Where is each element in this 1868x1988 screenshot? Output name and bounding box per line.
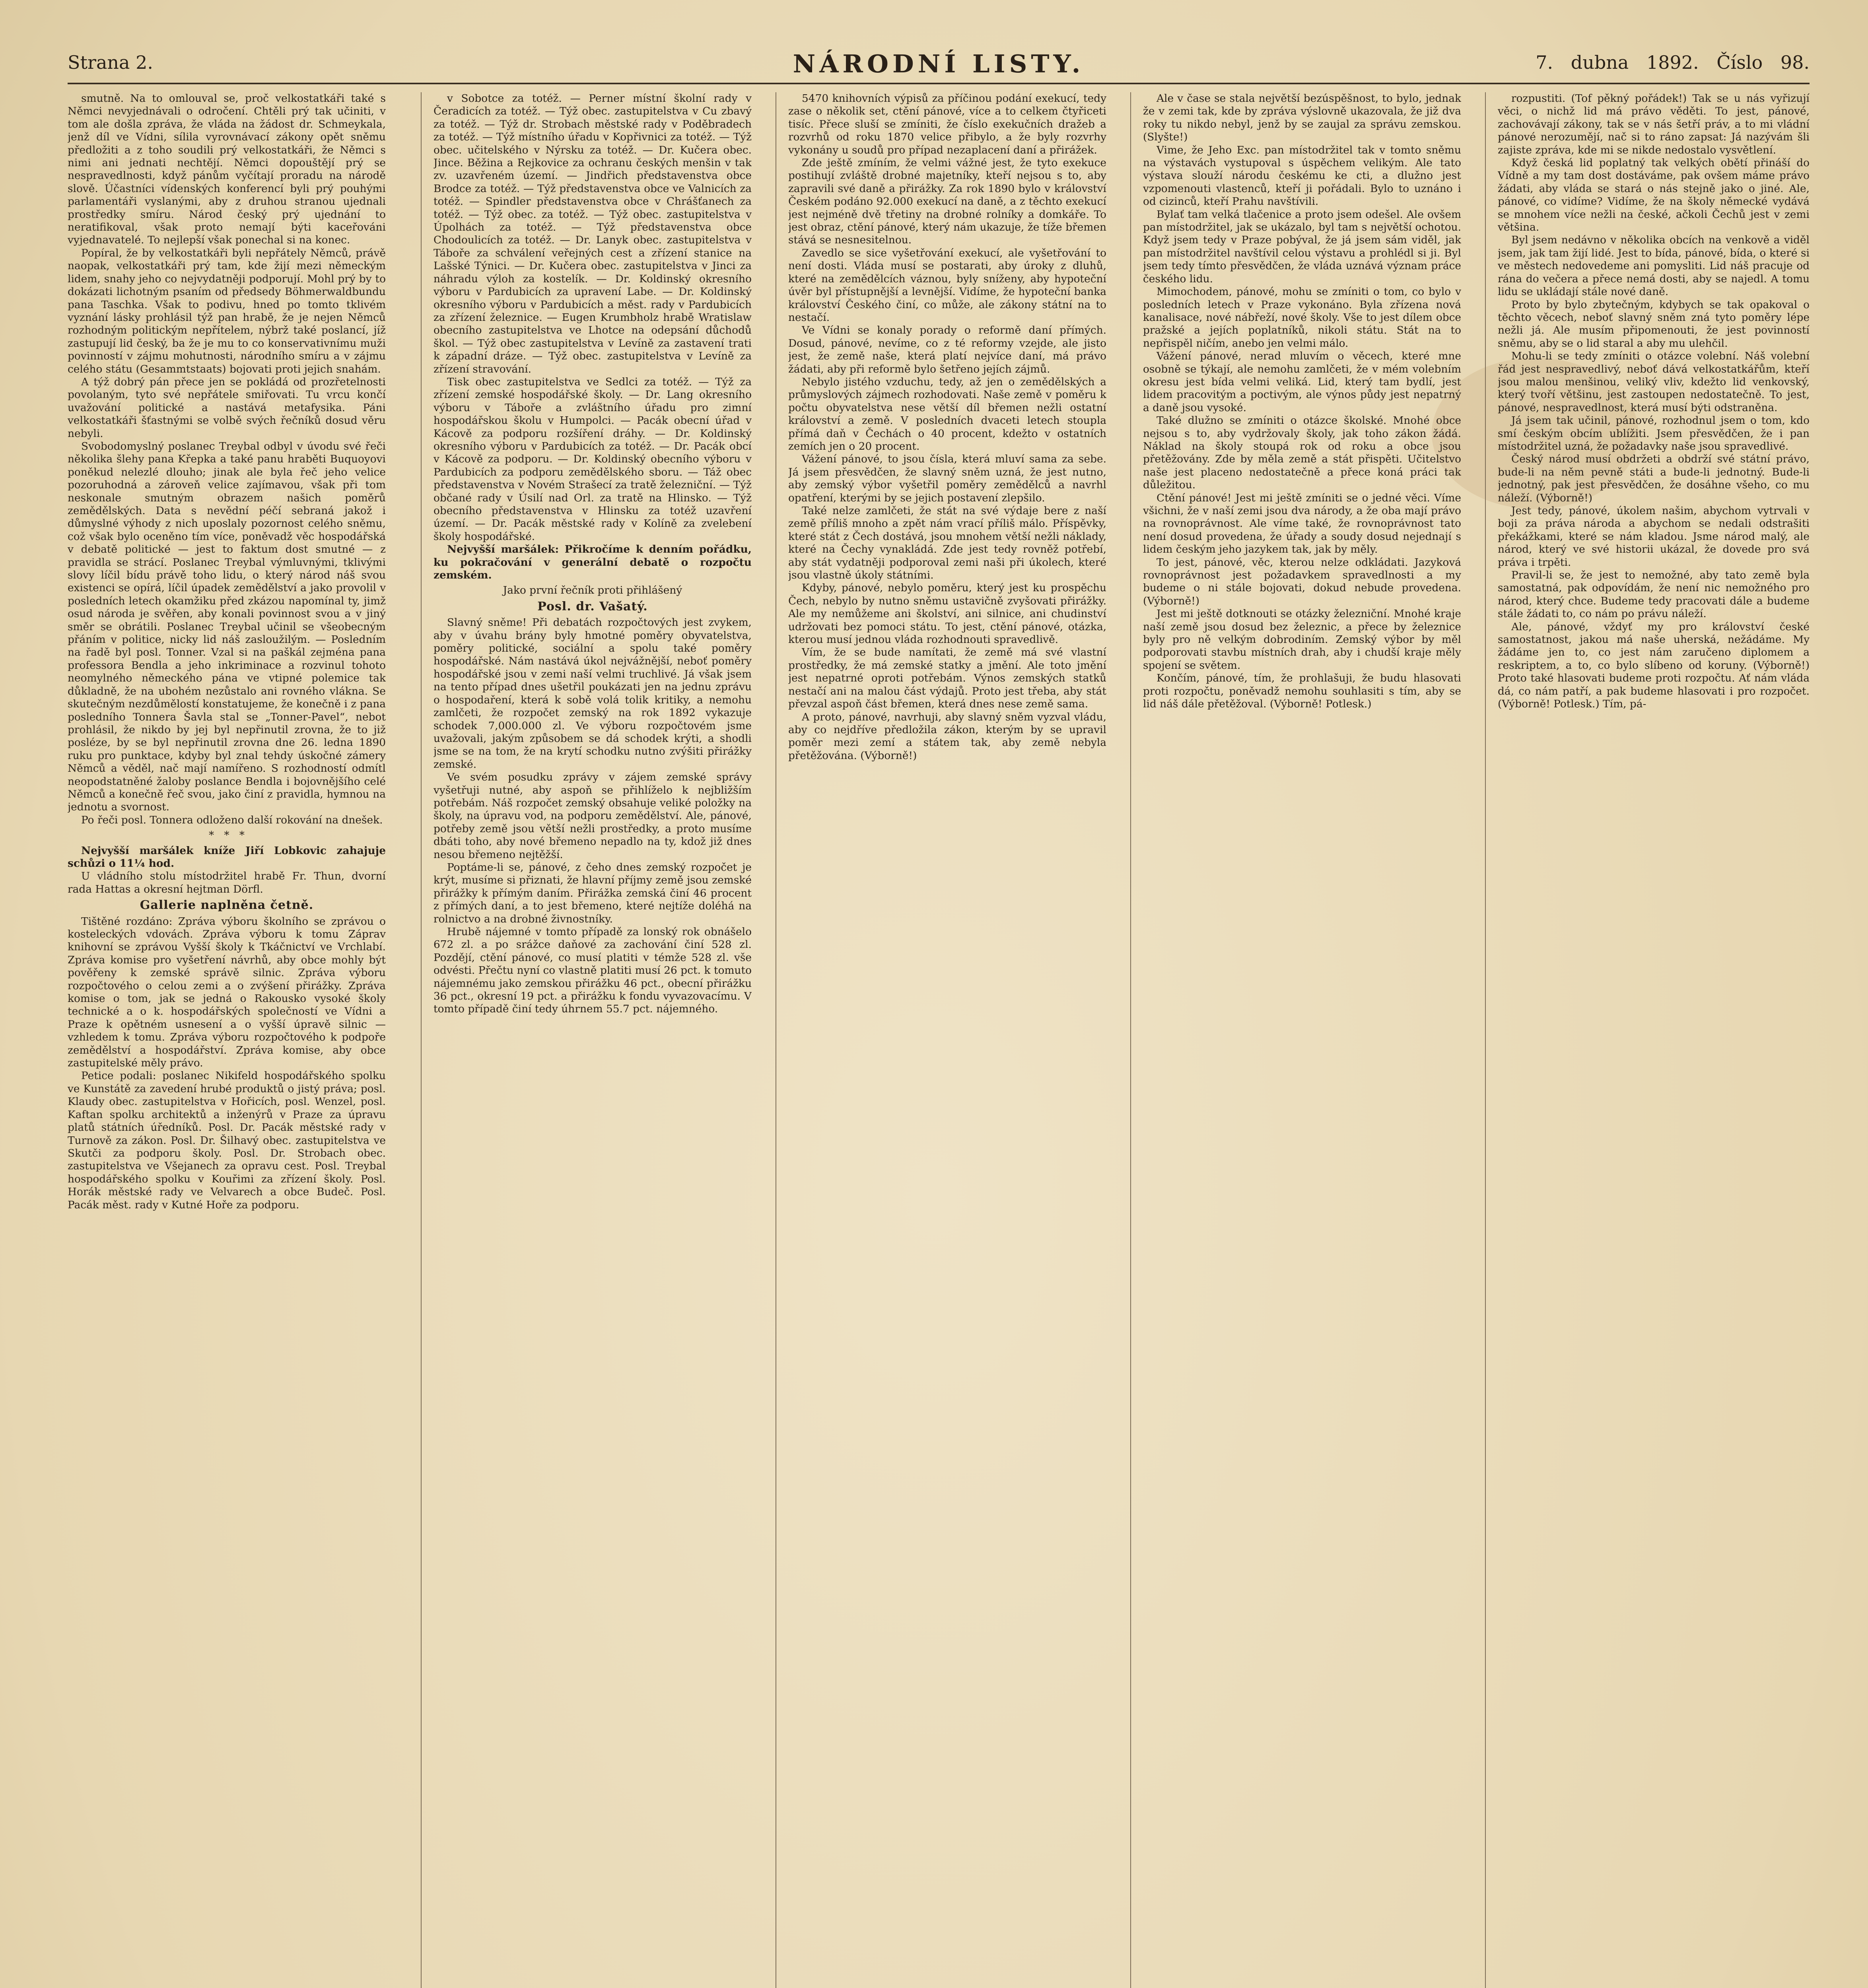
issue-date: 7. dubna 1892. [1536,52,1699,73]
paragraph: Petice podali: poslanec Nikifeld hospodářského spolku ve Kunstátě za zavedení hrubé produktů o jistý práva; posl. Klaudy obec. zastupitelstva v Hořicích, posl. Wenzel, posl. Kaftan spolku architektů a inženýrů v Praze za úpravu platů státních úředníků. Posl. Dr. Pacák městské rady v Turnově za zákon. Posl. Dr. Šilhavý obec. zastupitelstva ve Skutči za podporu školy. Posl. Dr. Strobach obec. zastupitelstva ve Všejanech za opravu cest. Posl. Treybal hospodářského spolku v Kouřimi za zřízení školy. Posl. Horák městské rady ve Velvarech a obce Budeč. Posl. Pacák měst. rady v Kutné Hoře za podporu. [68,1070,386,1211]
paragraph: Český národ musí obdržeti a obdrží své státní právo, bude-li na něm pevně státi a bude-li jednotný. Bude-li jednotný, pak jest přesvědčen, že dosáhne všeho, co mu náleží. (Výborně!) [1498,453,1810,504]
paragraph: Končím, pánové, tím, že prohlašuji, že budu hlasovati proti rozpočtu, poněvadž nemohu souhlasiti s tím, aby se lid náš dále přetěžoval. (Výborně! Potlesk.) [1143,672,1461,711]
paragraph: v Sobotce za totéž. — Perner místní školní rady v Čeradicích za totéž. — Týž obec. zastupitelstva v Cu zbavý za totéž. — Týž dr. Strobach městské rady v Poděbradech za totéž. — Týž místního úřadu v Kopřivnici za totéž. — Týž obec. učitelského v Nýrsku za totéž. — Dr. Kučera obec. Jince. Běžina a Rejkovice za ochranu českých menšin v tak zv. uzavřeném území. — Jindřich představenstva obce Brodce za totéž. — Týž představenstva obce ve Valnicích za totéž. — Spindler představenstva obce v Chrášťanech za totéž. — Týž obec. za totéž. — Týž obec. zastupitelstva v Úpolhách za totéž. — Týž představenstva obce Chodoulicích za totéž. — Dr. Lanyk obec. zastupitelstva v Táboře za schválení veřejných cest a zřízení stanice na Lašské Týnici. — Dr. Kučera obec. zastupitelstva v Jinci za náhradu výloh za kostelík. — Dr. Koldinský okresního výboru v Pardubicích za upravení Labe. — Dr. Koldinský okresního výboru v Pardubicích a měst. rady v Pardubicích za zřízení železnice. — Eugen Krumbholz hrabě Wratislaw obecního zastupitelstva ve Lhotce na odepsání důchodů škol. — Týž obec zastupitelstva v Levíně za zastavení trati k západní dráze. — Týž obec. zastupitelstva v Levíně za zřízení stravování. [433,92,752,375]
page-label: Strana 2. [68,52,153,73]
paragraph: Slavný sněme! Při debatách rozpočtových jest zvykem, aby v úvahu brány byly hmotné poměry obyvatelstva, poměry politické, sociální a spolu také poměry hospodářské. Nám nastává úkol nejvážnější, neboť poměry hospodářské jsou v zemi naší velmi truchlivé. Já však jsem na tento případ dnes ušetřil poukázati jen na jednu zprávu o hospodaření, která k sobě volá tolik kritiky, a nemohu zamlčeti, že rozpočet zemský na rok 1892 vykazuje schodek 7,000.000 zl. Ve výboru rozpočtovém jsme uvažovali, jakým způsobem se dá schodek krýti, a shodli jsme se na tom, že na krytí schodku nutno zvýšiti přirážky zemské. [433,616,752,771]
paragraph: Vime, že Jeho Exc. pan místodržitel tak v tomto sněmu na výstavách vystupoval s úspěchem velikým. Ale tato výstava slouží národu českému ke cti, a dlužno jest vzpomenouti vlastenců, kteří ji pořádali. Bylo to uznáno i od cizinců, kteří Prahu navštívili. [1143,144,1461,208]
paragraph: Nebylo jistého vzduchu, tedy, až jen o zemědělských a průmyslových zájmech rozhodovati. Naše země v poměru k počtu obyvatelstva nese větší díl břemen nežli ostatní království a země. V posledních dvaceti letech stoupla přímá daň v Čechách o 40 procent, kdežto v ostatních zemích jen o 20 procent. [788,375,1106,452]
paragraph: Kdyby, pánové, nebylo poměru, který jest ku prospěchu Čech, nebylo by nutno sněmu ustavičně zvyšovati přirážky. Ale my nemůžeme ani školství, ani silnice, ani chudinství udržovati bez pomoci státu. To jest, ctění pánové, otázka, kterou musí jednou vláda rozhodnouti spravedlivě. [788,582,1106,646]
gallery-note: Gallerie naplněna četně. [140,898,314,912]
paragraph: Také dlužno se zmíniti o otázce školské. Mnohé obce nejsou s to, aby vydržovaly školy, jak toho zákon žádá. Náklad na školy stoupá rok od roku a obce jsou přetěžovány. Zde by měla země a stát přispěti. Učitelstvo naše jest placeno nedostatečně a přece koná práci tak důležitou. [1143,414,1461,491]
paragraph: Svobodomyslný poslanec Treybal odbyl v úvodu své řeči několika šlehy pana Křepka a také panu hraběti Buquoyovi poněkud nelezlé dlouho; jinak ale byla řeč jeho velice pozoruhodná a zároveň velice zajímavou, však při tom neskonale smutným obrazem našich poměrů zemědělských. Data s nevědní péčí sebraná jakož i důmyslné výhody z nich uposlaly pozornost celého sněmu, což však bylo oceněno tím více, poněvadž věc hospodářská v debatě politické — jest to faktum dost smutné — z pravidla se strácí. Poslanec Treybal výmluvnými, tklivými slovy líčil bídu právě toho lidu, o který národ náš svou existenci se opírá, líčil úpadek zemědělství a jako provolil v posledních letech okamžiku před zkázou napomínal ty, jimž osud národa je svěřen, aby konali povinnost svou a v jiný směr se obrátili. Poslanec Treybal učinil se všeobecným přáním v politice, nicky lid náš zasloužilým. — Posledním na řadě byl posl. Tonner. Vzal si na paškál zejména pana professora Bendla a jeho inkriminace a rozvinul tohoto neomylného německého pána ve vtipné polemice tak důkladně, že na ubohém nezůstalo ani rovného vlákna. Se skutečným nezdůmělostí konstatujeme, že konečně i z pana posledního Tonnera Šavla stal se „Tonner-Pavel“, nebot prohlásil, že nikdo by jej byl nepřinutil zrovna, že to již posléze, by se byl nepřinutil zrovna dne 26. ledna 1890 ruku pro punktace, kdyby byl znal tehdy úskočné zámery Němců a věděl, nač mají namířeno. S rozhodností odmítl neopodstatněné žaloby poslance Bendla i bojovnějšího celé Němců a konečně řeč svou, jako činí z pravidla, hymnou na jednotu a svornost. [68,440,386,813]
paragraph: Nejvyšší maršálek: Přikročíme k denním pořádku, ku pokračování v generální debatě o rozpočtu zemském. [433,543,752,582]
paragraph: Vážení pánové, nerad mluvím o věcech, které mne osobně se týkají, ale nemohu zamlčeti, že v mém volebním okresu jest bída velmi veliká. Lid, který tam bydlí, jest lidem pracovitým a poctivým, ale výnos půdy jest nepatrný a daně jsou vysoké. [1143,350,1461,414]
paragraph: Já jsem tak učinil, pánové, rozhodnul jsem o tom, kdo smí českým obcím ublížiti. Jsem přesvědčen, že i pan místodržitel uzná, že požadavky naše jsou spravedlivé. [1498,414,1810,452]
masthead [68,49,1810,80]
paragraph: Zde ještě zmíním, že velmi vážné jest, že tyto exekuce postihují zvláště drobné majetníky, kteří nejsou s to, aby zapravili své daně a přirážky. Za rok 1890 bylo v království Českém podáno 92.000 exekucí na daně, a z těchto exekucí jest nejméně dvě třetiny na drobné rolníky a domkáře. To jest obraz, ctění pánové, který nám ukazuje, že tíže břemen stává se nesnesitelnou. [788,157,1106,247]
paragraph: A proto, pánové, navrhuji, aby slavný sněm vyzval vládu, aby co nejdříve předložila zákon, kterým by se upravil poměr mezi zemí a státem tak, aby země nebyla přetěžována. (Výborně!) [788,711,1106,762]
text-column-4 [1143,92,1461,1988]
paragraph: Také nelze zamlčeti, že stát na své výdaje bere z naší země příliš mnoho a zpět nám vrací příliš málo. Příspěvky, které stát z Čech dostává, jsou mnohem větší nežli náklady, které na Čechy vynakládá. Zde jest tedy rovněž potřebí, aby stát vydatněji podporoval zemi naši při úkolech, které jsou vlastně úkoly státními. [788,505,1106,582]
paragraph: Jest mi ještě dotknouti se otázky železniční. Mnohé kraje naší země jsou dosud bez železnic, a přece by železnice byly pro ně velkým dobrodiním. Zemský výbor by měl podporovati stavbu místních drah, aby i chudší kraje měly spojení se světem. [1143,608,1461,672]
text-column-5 [1498,92,1810,1988]
paragraph: Vím, že se bude namítati, že země má své vlastní prostředky, že má zemské statky a jmění. Ale toto jmění jest nepatrné oproti potřebám. Výnos zemských statků nestačí ani na malou část výdajů. Proto jest třeba, aby stát převzal aspoň část břemen, která dnes nese země sama. [788,646,1106,711]
paragraph: A týž dobrý pán přece jen se pokládá od prozřetelnosti povolaným, tyto své nepřátele smiřovati. Tu vrcu končí uvažování politické a nastává metafysika. Páni velkostatkáři šťastnými se volbě svých řečníků dosud věru nebyli. [68,375,386,440]
paragraph: smutně. Na to omlouval se, proč velkostatkáři také s Němci nevyjednávali o odročení. Chtěli prý tak učiniti, v tom ale došla zpráva, že vláda na žádost dr. Schmeykala, jenž díl ve Vídni, sílila vyrovnávací zákony opět sněmu předložiti a z toho soudili prý velkostatkáři, že Němci s nimi ani jednati nechtějí. Němci dopouštějí prý se nespravedlnosti, když pánům vyčítají proradu na národě slově. Účastníci vídenských konferencí byli prý pouhými parlamentáři vyslanými, aby z druhou stranou ujednali prostředky smíru. Národ český prý ujednání to neratifikoval, však proto nemají býti kaceřováni vyjednavatelé. To nejlepší však ponechal si na konec. [68,92,386,247]
paragraph: Mohu-li se tedy zmíniti o otázce volební. Náš volební řád jest nespravedlivý, neboť dává velkostatkářům, kteří jsou malou menšinou, veliký vliv, kdežto lid venkovský, který tvoří většinu, jest zastoupen nedostatečně. To jest, pánové, nespravedlnost, která musí býti odstraněna. [1498,350,1810,414]
paragraph: 5470 knihovních výpisů za příčinou podání exekucí, tedy zase o několik set, ctění pánové, více a to celkem čtyřiceti tisíc. Přece sluší se zmíniti, že číslo exekučních dražeb a rozvrhů od roku 1870 velice přibylo, a že byly rozvrhy vykonány u soudů pro případ nezaplacení daní a přirážek. [788,92,1106,156]
paragraph: Tisk obec zastupitelstva ve Sedlci za totéž. — Týž za zřízení zemské hospodářské školy. — Dr. Lang okresního výboru v Táboře a zvláštního úřadu pro zimní hospodářskou školu v Humpolci. — Pacák obecní úřad v Kácově za podporu rozšíření dráhy. — Dr. Koldinský okresního výboru v Pardubicích za totéž. — Dr. Pacák obcí v Kácově za podporu. — Dr. Koldinský obecního výboru v Pardubicích za podporu zemědělského sboru. — Táž obec představenstva v Novém Strašecí za tratě železniční. — Týž občané rady v Úsilí nad Orl. za tratě na Hlinsko. — Týž obecního představenstva v Hlinsku za totéž uzavření území. — Dr. Pacák městské rady v Kolíně za zvelebení školy hospodářské. [433,375,752,543]
paragraph: U vládního stolu místodržitel hrabě Fr. Thun, dvorní rada Hattas a okresní hejtman Dörfl. [68,870,386,895]
text-column-3 [788,92,1106,1988]
paragraph: Popíral, že by velkostatkáři byli nepřátely Němců, právě naopak, velkostatkáři prý tam, kde žijí mezi německým lidem, snahy jeho co nejvydatněji podporují. Mohl prý by to dokázati lichotným psaním od předsedy Böhmerwaldbundu pana Taschka. Však to podivu, hned po tomto tklivém vyznání lásky prohlásil týž pan hrabě, že je nejen Němců rozhodným politickým nepřítelem, nýbrž také poslancí, jíž zastupují lid český, ba že je mu to co konservativnímu muži povinností v zájmu mohutnosti, národního smíru a v zájmu celého státu (Gesammtstaats) bojovati proti jejich snahám. [68,247,386,375]
paragraph: Hrubě nájemné v tomto případě za lonský rok obnášelo 672 zl. a po srážce daňové za zachování činí 528 zl. Pozdějí, ctění pánové, co musí platiti v témže 528 zl. vše odvésti. Přečtu nyní co vlastně platiti musí 26 pct. k tomuto nájemnému jako zemskou přirážku 46 pct., obecní přirážku 36 pct., okresní 19 pct. a přirážku k fondu vyvazovacímu. V tomto případě činí tedy úhrnem 55.7 pct. nájemného. [433,926,752,1015]
text-column-1 [68,92,386,1988]
paragraph: Když česká lid poplatný tak velkých obětí přináší do Vídně a my tam dost dostáváme, pak ovšem máme právo žádati, aby vláda se stará o nás stejně jako o jiné. Ale, pánové, co vidíme? Vidíme, že na školy německé vydává se mnohem více nežli na české, ačkoli Čechů jest v zemi většina. [1498,157,1810,234]
paragraph: Vážení pánové, to jsou čísla, která mluví sama za sebe. Já jsem přesvědčen, že slavný sněm uzná, že jest nutno, aby zemský výbor vyšetřil poměry zemědělců a navrhl opatření, kterými by se jejich postavení zlepšilo. [788,453,1106,504]
paragraph: Mimochodem, pánové, mohu se zmíniti o tom, co bylo v posledních letech v Praze vykonáno. Byla zřízena nová kanalisace, nové nábřeží, nové školy. Vše to jest dílem obce pražské a jejích poplatníků, nikoli státu. Stát na to nepřispěl ničím, anebo jen velmi málo. [1143,285,1461,349]
issue-info [1536,52,1810,73]
session-opening: Nejvyšší maršálek kníže Jiří Lobkovic zahajuje schůzi o 11¼ hod. [68,844,386,870]
header-rule [68,83,1810,84]
newspaper-title: NÁRODNÍ LISTY. [793,49,1085,78]
paragraph: Tištěné rozdáno: Zpráva výboru školního se zprávou o kosteleckých vdovách. Zpráva výboru k tomu Záprav knihovní se zprávou Vyšší školy k Tkáčnictví ve Vrchlabí. Zpráva komise pro vyšetření návrhů, aby obce mohly být pověřeny k zemské správě silnic. Zpráva výboru rozpočtového o celou zemi a o zvýšení přirážky. Zpráva komise o tom, jak se jedná o Rakousko vysoké školy technické a o k. hospodářských společností ve Vídni a Praze k opětném usnesení a o vyšší úpravě silnic — vzhledem k tomu. Zpráva výboru rozpočtového k podpoře zemědělství a hospodářství. Zpráva komise, aby obce zastupitelské měly právo. [68,915,386,1070]
speaker-heading: Posl. dr. Vašatý. [537,599,648,613]
column-divider [421,92,422,1988]
column-divider [1485,92,1486,1988]
paragraph: Jest tedy, pánové, úkolem našim, abychom vytrvali v boji za práva národa a abychom se nedali odstrašiti překážkami, které se nám kladou. Jsme národ malý, ale národ, který ve své historii ukázal, že dovede pro svá práva i trpěti. [1498,505,1810,569]
paragraph: rozpustiti. (Tof pěkný pořádek!) Tak se u nás vyřizují věci, o nichž lid má právo věděti. To jest, pánové, zachovávají zákony, tak se v nás šetří práv, a to mi vládní pánové nerozumějí, nač si to ráno zapsat: Já nazývám šli zajiste zpráva, kde mi se nikde nedostalo vysvětlení. [1498,92,1810,156]
paragraph: Ve Vídni se konaly porady o reformě daní přímých. Dosud, pánové, nevíme, co z té reformy vzejde, ale jisto jest, že země naše, která platí nejvíce daní, má právo žádati, aby při reformě bylo šetřeno jejích zájmů. [788,324,1106,375]
paragraph: Pravil-li se, že jest to nemožné, aby tato země byla samostatná, pak odpovídám, že není nic nemožného pro národ, který chce. Budeme tedy pracovati dále a budeme stále žádati to, co nám po právu náleží. [1498,569,1810,620]
issue-number: Číslo 98. [1716,52,1810,73]
paragraph: Zavedlo se sice vyšetřování exekucí, ale vyšetřování to není dosti. Vláda musí se postarati, aby úroky z dluhů, které na zemědělcích váznou, byly sníženy, aby hypoteční úvěr byl přístupnější a levnější. Vidíme, že hypoteční banka království Českého činí, co může, ale zákony státní na to nestačí. [788,247,1106,324]
section-divider: * * * [209,829,245,842]
paragraph: Ctění pánové! Jest mi ještě zmíniti se o jedné věci. Víme všichni, že v naší zemi jsou dva národy, a že oba mají právo na rovnoprávnost. Ale víme také, že rovnoprávnost tato není dosud provedena, že úřady a soudy dosud nejednají s lidem českým jeho jazykem tak, jak by měly. [1143,491,1461,556]
paragraph: Byl jsem nedávno v několika obcích na venkově a viděl jsem, jak tam žijí lidé. Jest to bída, pánové, bída, o které si ve městech nedovedeme ani pomysliti. Lid náš pracuje od rána do večera a přece nemá dosti, aby se najedl. A tomu lidu se ukládají stále nové daně. [1498,234,1810,298]
paragraph: Jako první řečník proti přihlášený [503,584,682,597]
paragraph: Ale v čase se stala největší bezúspěšnost, to bylo, jednak že v zemi tak, kde by zpráva výslovně ukazovala, že již dva roky tu nikdo nebyl, jenž by se zaujal za správu zemskou. (Slyšte!) [1143,92,1461,144]
column-divider [1130,92,1131,1988]
paragraph: Poptáme-li se, pánové, z čeho dnes zemský rozpočet je krýt, musíme si přiznati, že hlavní příjmy země jsou zemské přirážky k přímým daním. Přirážka zemská činí 46 procent z přímých daní, a to jest břemeno, které nejtíže doléhá na rolnictvo a na drobné živnostníky. [433,861,752,925]
paragraph: Bylať tam velká tlačenice a proto jsem odešel. Ale ovšem pan místodržitel, jak se ukázalo, byl tam s největší ochotou. Když jsem tedy v Praze pobýval, že já jsem sám viděl, jak pan místodržitel navštívil celou výstavu a prohlédl si ji. Byl jsem tedy tímto přesvědčen, že vláda uznává význam práce českého lidu. [1143,208,1461,285]
paragraph: To jest, pánové, věc, kterou nelze odkládati. Jazyková rovnoprávnost jest požadavkem spravedlnosti a my budeme o ni stále bojovati, dokud nebude provedena. (Výborně!) [1143,556,1461,607]
paragraph: Ve svém posudku zprávy v zájem zemské správy vyšetřuji nutné, aby aspoň se přihlíželo k nejbližším potřebám. Náš rozpočet zemský obsahuje veliké položky na školy, na úpravu vod, na podporu zemědělství. Ale, pánové, potřeby země jsou větší nežli prostředky, a proto musíme dbáti toho, aby nové břemeno nepadlo na ty, kdož již dnes nesou břemeno nejtěžší. [433,771,752,861]
paragraph: Proto by bylo zbytečným, kdybych se tak opakoval o těchto věcech, neboť slavný sněm zná tyto poměry lépe nežli já. Ale musím připomenouti, že jest povinností sněmu, aby se o lid staral a aby mu ulehčil. [1498,298,1810,349]
text-column-2 [433,92,752,1988]
paragraph: Ale, pánové, vždyť my pro království české samostatnost, jakou má naše uherská, nežádáme. My žádáme jen to, co jest nám zaručeno diplomem a reskriptem, a to, co bylo slíbeno od koruny. (Výborně!) Proto také hlasovati budeme proti rozpočtu. Ať nám vláda dá, co nám patří, a pak budeme hlasovati i pro rozpočet. (Výborně! Potlesk.) Tím, pá- [1498,620,1810,711]
paragraph: Po řeči posl. Tonnera odloženo další rokování na dnešek. [81,813,383,826]
